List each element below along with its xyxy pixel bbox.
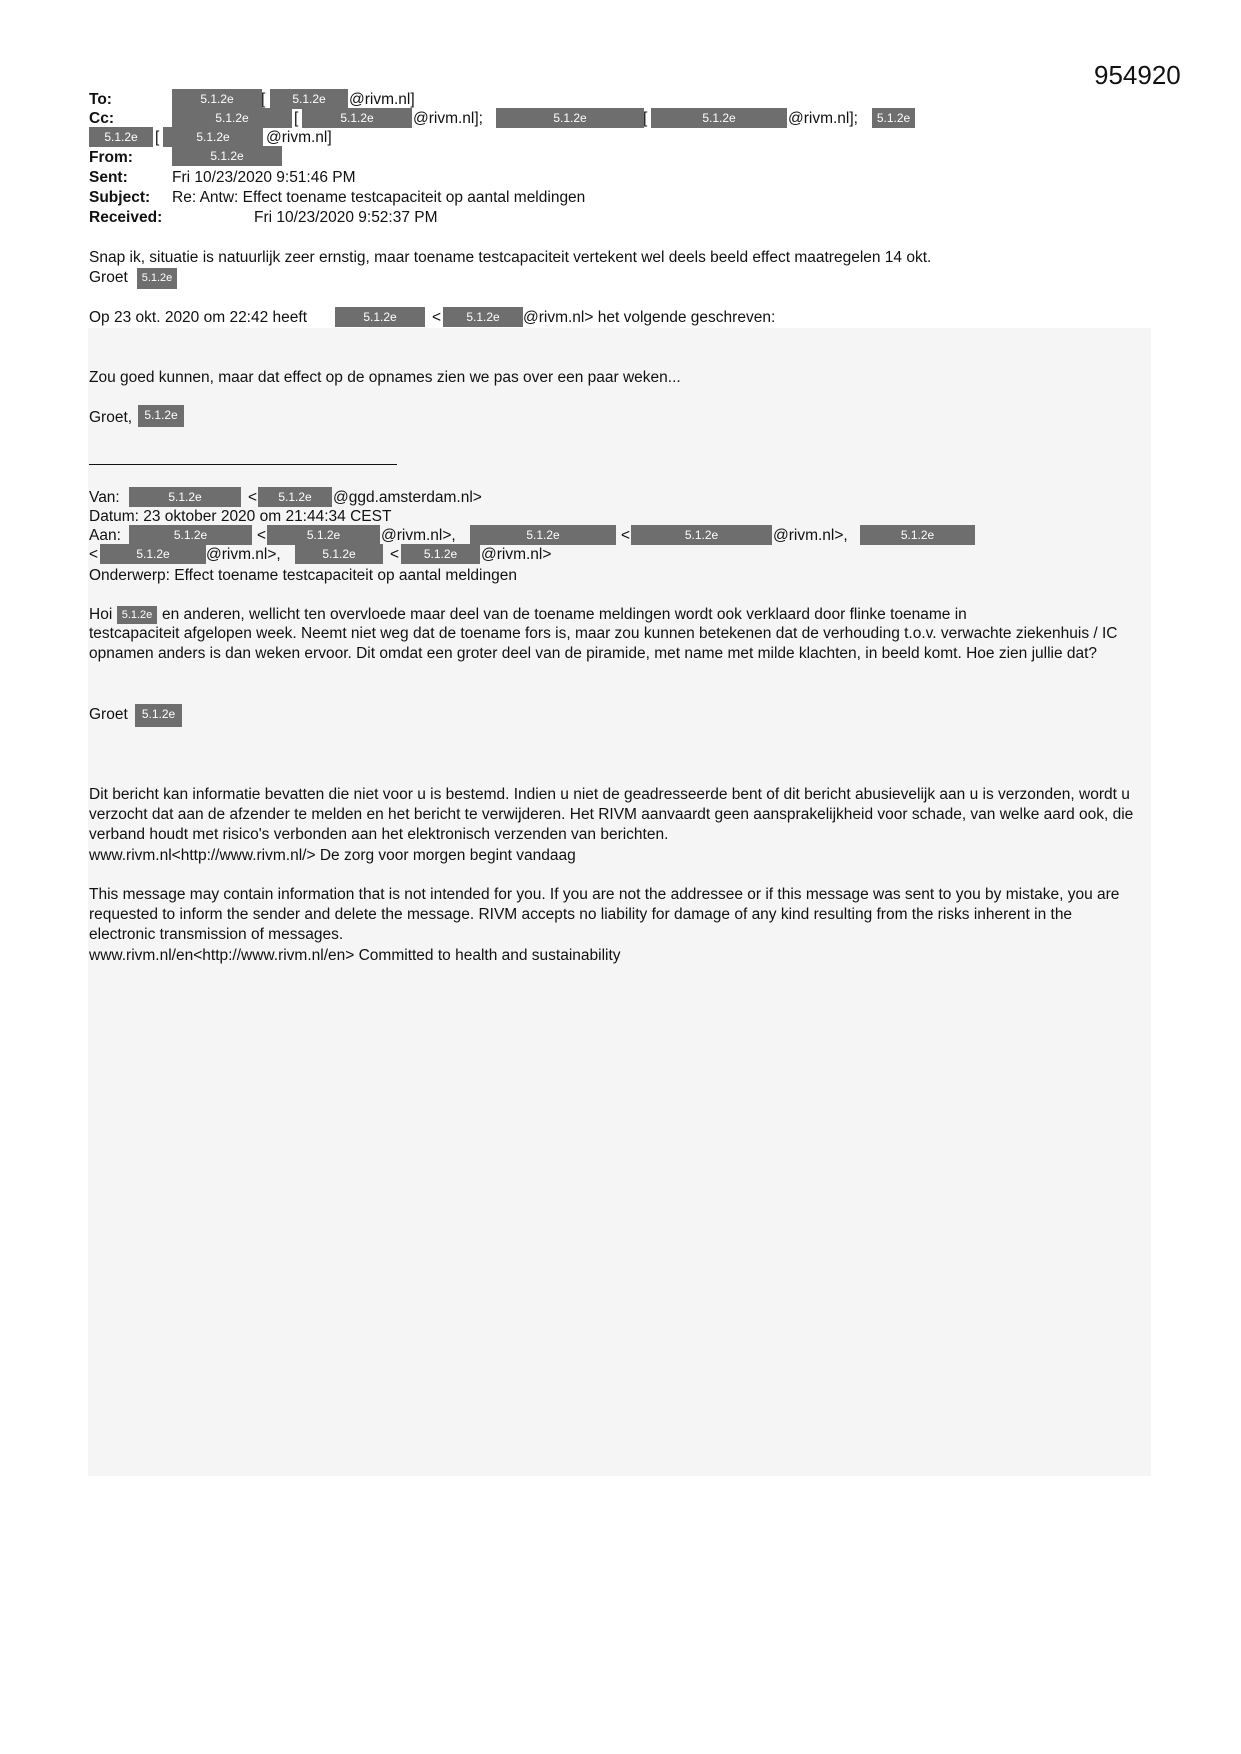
redaction-box: 5.1.2e bbox=[860, 525, 975, 545]
aan-email-suffix: @rivm.nl>, bbox=[206, 546, 281, 563]
received-label: Received: bbox=[89, 209, 163, 226]
document-number: 954920 bbox=[1094, 60, 1181, 90]
onderwerp-line: Onderwerp: Effect toename testcapaciteit op aantal meldingen bbox=[89, 567, 517, 584]
redaction-box: 5.1.2e bbox=[496, 108, 644, 128]
reply-groet: Groet bbox=[89, 269, 128, 286]
msg3-body-first-line: en anderen, wellicht ten overvloede maar deel van de toename meldingen wordt ook verklaard door flinke toename in bbox=[162, 606, 967, 623]
bracket: [ bbox=[261, 91, 266, 108]
redaction-box: 5.1.2e bbox=[470, 525, 616, 545]
redaction-box: 5.1.2e bbox=[443, 307, 523, 327]
lt-sign: < bbox=[248, 489, 258, 506]
redaction-box: 5.1.2e bbox=[137, 268, 177, 289]
redaction-box: 5.1.2e bbox=[163, 127, 263, 147]
redaction-box: 5.1.2e bbox=[138, 405, 184, 427]
lt-sign: < bbox=[432, 309, 442, 326]
disclaimer-en-text: This message may contain information that is not intended for you. If you are not the addressee or if this message was sent to you by mistake, you are requested to inform the sender and delete the message. RIVM accepts no liability for damage of any kind resulting from the risks inherent in the electronic transmission of messages. bbox=[89, 886, 1120, 943]
lt-sign: < bbox=[257, 527, 267, 544]
received-value: Fri 10/23/2020 9:52:37 PM bbox=[254, 209, 438, 226]
bracket: [ bbox=[155, 129, 160, 146]
aan-email-suffix: @rivm.nl>, bbox=[773, 527, 848, 544]
cc-label: Cc: bbox=[89, 110, 114, 127]
redaction-box: 5.1.2e bbox=[631, 525, 772, 545]
van-label: Van: bbox=[89, 489, 120, 506]
quote-intro-prefix: Op 23 okt. 2020 om 22:42 heeft bbox=[89, 309, 308, 326]
msg2-groet: Groet, bbox=[89, 409, 133, 426]
redaction-box: 5.1.2e bbox=[267, 525, 380, 545]
redaction-box: 5.1.2e bbox=[335, 307, 425, 327]
reply-body: Snap ik, situatie is natuurlijk zeer ernstig, maar toename testcapaciteit vertekent wel deels beeld effect maatregelen 14 okt. bbox=[89, 249, 932, 266]
redaction-box: 5.1.2e bbox=[258, 487, 332, 507]
redaction-box: 5.1.2e bbox=[100, 544, 206, 564]
msg2-body: Zou goed kunnen, maar dat effect op de opnames zien we pas over een paar weken... bbox=[89, 369, 681, 386]
to-label: To: bbox=[89, 91, 112, 108]
redaction-box: 5.1.2e bbox=[172, 89, 262, 109]
subject-value: Re: Antw: Effect toename testcapaciteit op aantal meldingen bbox=[172, 189, 586, 206]
redaction-box: 5.1.2e bbox=[651, 108, 787, 128]
redaction-box: 5.1.2e bbox=[89, 127, 153, 147]
redaction-box: 5.1.2e bbox=[401, 544, 480, 564]
disclaimer-en-link[interactable]: www.rivm.nl/en<http://www.rivm.nl/en> Committed to health and sustainability bbox=[89, 947, 621, 964]
cc-email-suffix: @rivm.nl]; bbox=[413, 110, 483, 127]
cc-email-suffix: @rivm.nl] bbox=[266, 129, 332, 146]
bracket: [ bbox=[294, 110, 299, 127]
disclaimer-nl-link[interactable]: www.rivm.nl<http://www.rivm.nl/> De zorg voor morgen begint vandaag bbox=[89, 847, 576, 864]
redaction-box: 5.1.2e bbox=[135, 704, 182, 727]
bracket: [ bbox=[643, 110, 648, 127]
quote-intro-suffix: @rivm.nl> het volgende geschreven: bbox=[523, 309, 776, 326]
redaction-box: 5.1.2e bbox=[302, 108, 412, 128]
msg3-body-rest: testcapaciteit afgelopen week. Neemt niet weg dat de toename fors is, maar zou kunnen betekenen dat de verhouding t.o.v. verwachte ziekenhuis / IC opnamen anders is dan weken ervoor. Dit omdat een groter deel van de piramide, met name met milde klachten, in beeld komt. Hoe zien jullie dat? bbox=[89, 625, 1118, 662]
datum-line: Datum: 23 oktober 2020 om 21:44:34 CEST bbox=[89, 508, 392, 525]
redaction-box: 5.1.2e bbox=[129, 525, 252, 545]
redaction-box: 5.1.2e bbox=[295, 544, 383, 564]
separator-line bbox=[89, 464, 397, 465]
sent-label: Sent: bbox=[89, 169, 128, 186]
lt-sign: < bbox=[390, 546, 400, 563]
redaction-box: 5.1.2e bbox=[270, 89, 348, 109]
aan-label: Aan: bbox=[89, 527, 121, 544]
redaction-box: 5.1.2e bbox=[172, 108, 292, 128]
redaction-box: 5.1.2e bbox=[872, 108, 915, 128]
to-email-suffix: @rivm.nl] bbox=[349, 91, 415, 108]
van-email-suffix: @ggd.amsterdam.nl> bbox=[333, 489, 482, 506]
lt-sign: < bbox=[621, 527, 631, 544]
msg3-groet: Groet bbox=[89, 706, 128, 723]
redaction-box: 5.1.2e bbox=[172, 146, 282, 166]
disclaimer-nl-text: Dit bericht kan informatie bevatten die niet voor u is bestemd. Indien u niet de geadresseerde bent of dit bericht abusievelijk aan u is verzonden, wordt u verzocht dat aan de afzender te melden en het bericht te verwijderen. Het RIVM aanvaardt geen aansprakelijkheid voor schade, van welke aard ook, die verband houdt met risico's verbonden aan het elektronisch verzenden van berichten. bbox=[89, 786, 1134, 843]
aan-email-suffix: @rivm.nl>, bbox=[381, 527, 456, 544]
from-label: From: bbox=[89, 149, 133, 166]
subject-label: Subject: bbox=[89, 189, 151, 206]
lt-sign: < bbox=[89, 546, 99, 563]
sent-value: Fri 10/23/2020 9:51:46 PM bbox=[172, 169, 356, 186]
redaction-box: 5.1.2e bbox=[129, 487, 241, 507]
aan-email-suffix: @rivm.nl> bbox=[481, 546, 552, 563]
hoi-word: Hoi bbox=[89, 606, 113, 623]
cc-email-suffix: @rivm.nl]; bbox=[788, 110, 858, 127]
redaction-box: 5.1.2e bbox=[117, 606, 157, 624]
